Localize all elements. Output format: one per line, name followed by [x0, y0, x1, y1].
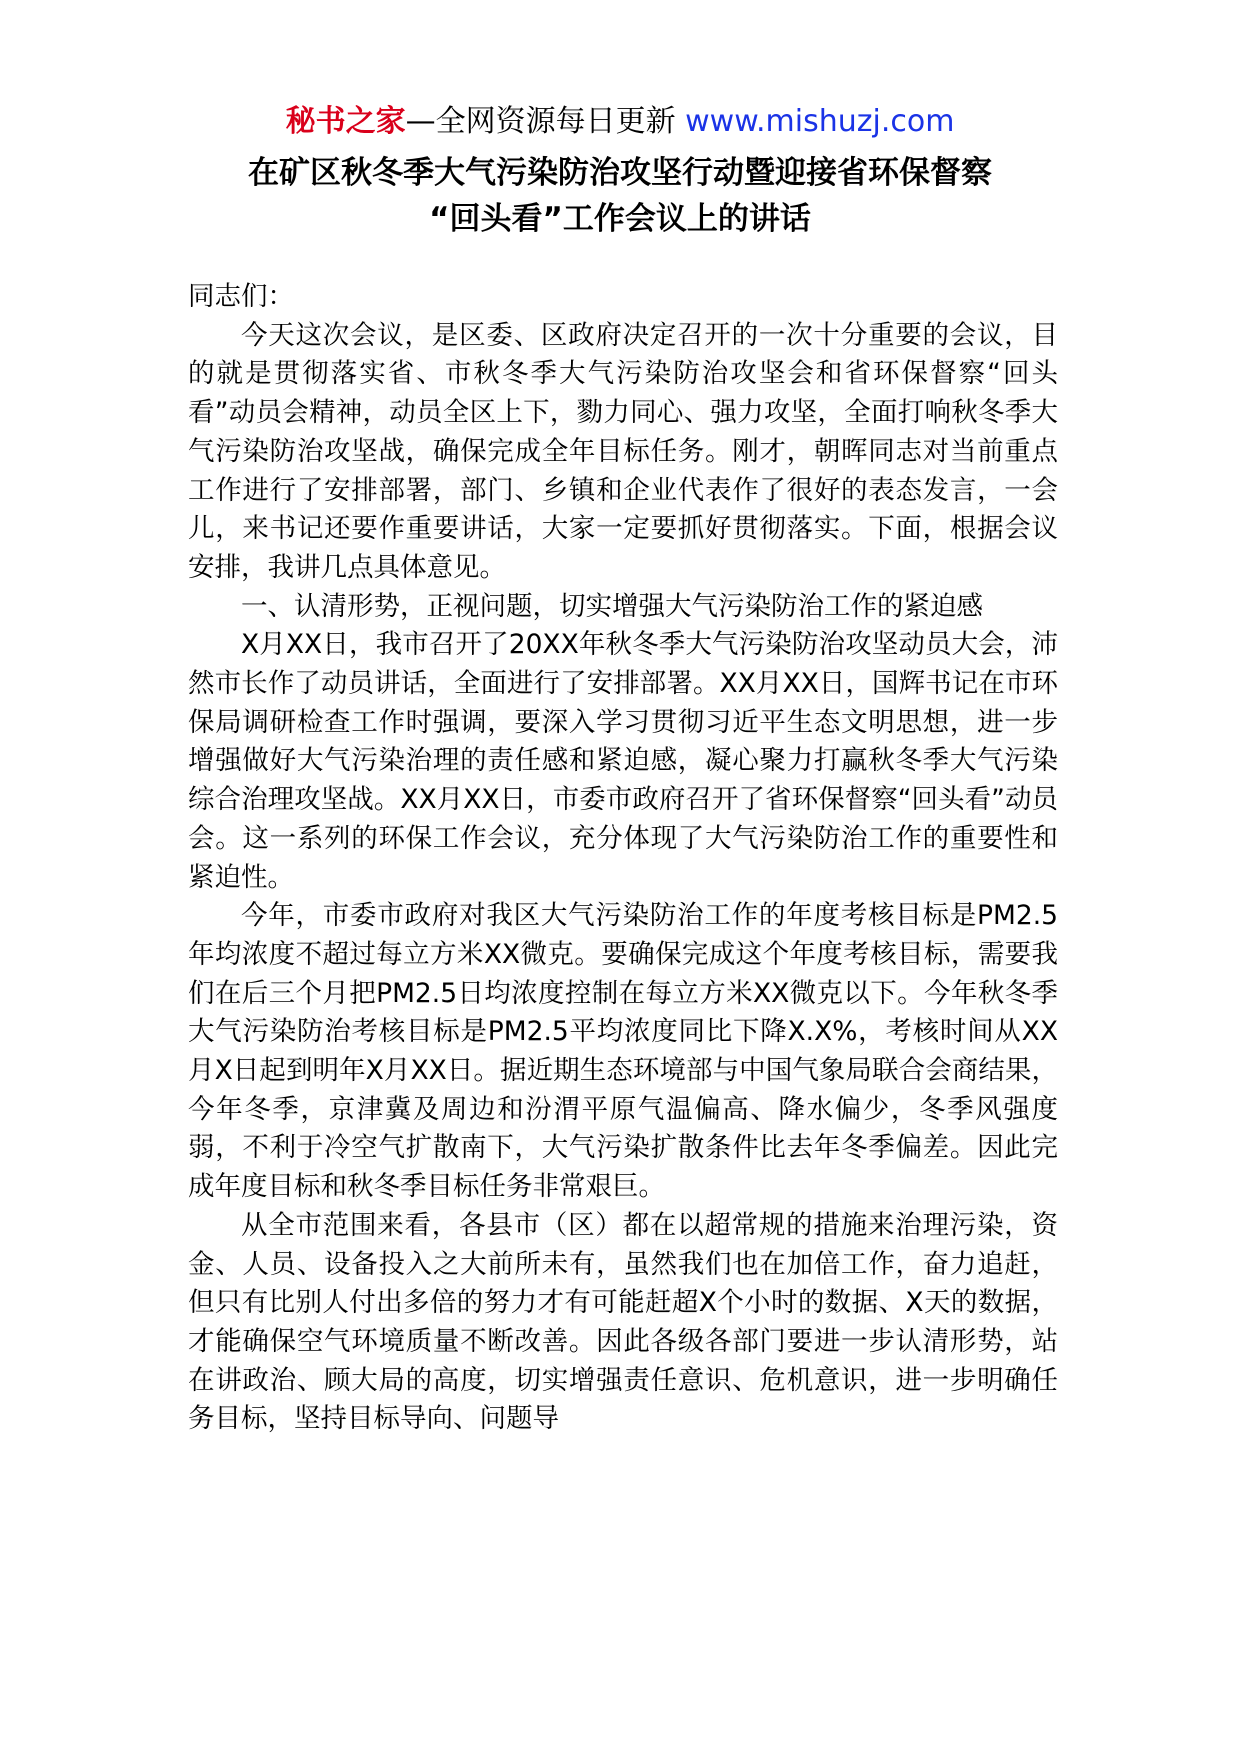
paragraph-opening: 今天这次会议，是区委、区政府决定召开的一次十分重要的会议，目的就是贯彻落实省、市秋冬季大气污染防治攻坚会和省环保督察“回头看”动员会精神，动员全区上下，勠力同心、强力攻坚，全面打响秋冬季大气污染防治攻坚战，确保完成全年目标任务。刚才，朝晖同志对当前重点工作进行了安排部署，部门、乡镇和企业代表作了很好的表态发言，一会儿，来书记还要作重要讲话，大家一定要抓好贯彻落实。下面，根据会议安排，我讲几点具体意见。: [188, 319, 1058, 583]
document-body: [188, 278, 1058, 1439]
section-heading-1: 一、认清形势，正视问题，切实增强大气污染防治工作的紧迫感: [241, 590, 983, 622]
site-brand: 秘书之家: [285, 104, 406, 139]
site-tagline: —全网资源每日更新: [405, 104, 686, 139]
paragraph-meetings: X月XX日，我市召开了20XX年秋冬季大气污染防治攻坚动员大会，沛然市长作了动员讲话，全面进行了安排部署。XX月XX日，国辉书记在市环保局调研检查工作时强调，要深入学习贯彻习近平生态文明思想，进一步增强做好大气污染治理的责任感和紧迫感，凝心聚力打赢秋冬季大气污染综合治理攻坚战。XX月XX日，市委市政府召开了省环保督察“回头看”动员会。这一系列的环保工作会议，充分体现了大气污染防治工作的重要性和紧迫性。: [188, 629, 1058, 893]
title-line-1: 在矿区秋冬季大气污染防治攻坚行动暨迎接省环保督察: [248, 155, 992, 191]
site-url-link[interactable]: www.mishuzj.com: [685, 104, 955, 139]
paragraph-city-situation: 从全市范围来看，各县市（区）都在以超常规的措施来治理污染，资金、人员、设备投入之大前所未有，虽然我们也在加倍工作，奋力追赶，但只有比别人付出多倍的努力才有可能赶超X个小时的数据、X天的数据，才能确保空气环境质量不断改善。因此各级各部门要进一步认清形势，站在讲政治、顾大局的高度，切实增强责任意识、危机意识，进一步明确任务目标，坚持目标导向、问题导: [188, 1209, 1058, 1435]
site-header: [0, 100, 1240, 144]
document-title: [0, 150, 1240, 242]
salutation: 同志们：: [188, 281, 294, 312]
title-line-2: “回头看”工作会议上的讲话: [429, 201, 811, 237]
paragraph-targets: 今年，市委市政府对我区大气污染防治工作的年度考核目标是PM2.5年均浓度不超过每立方米XX微克。要确保完成这个年度考核目标，需要我们在后三个月把PM2.5日均浓度控制在每立方米XX微克以下。今年秋冬季大气污染防治考核目标是PM2.5平均浓度同比下降X.X%，考核时间从XX月X日起到明年X月XX日。据近期生态环境部与中国气象局联合会商结果，今年冬季，京津冀及周边和汾渭平原气温偏高、降水偏少，冬季风强度弱，不利于冷空气扩散南下，大气污染扩散条件比去年冬季偏差。因此完成年度目标和秋冬季目标任务非常艰巨。: [188, 900, 1058, 1203]
